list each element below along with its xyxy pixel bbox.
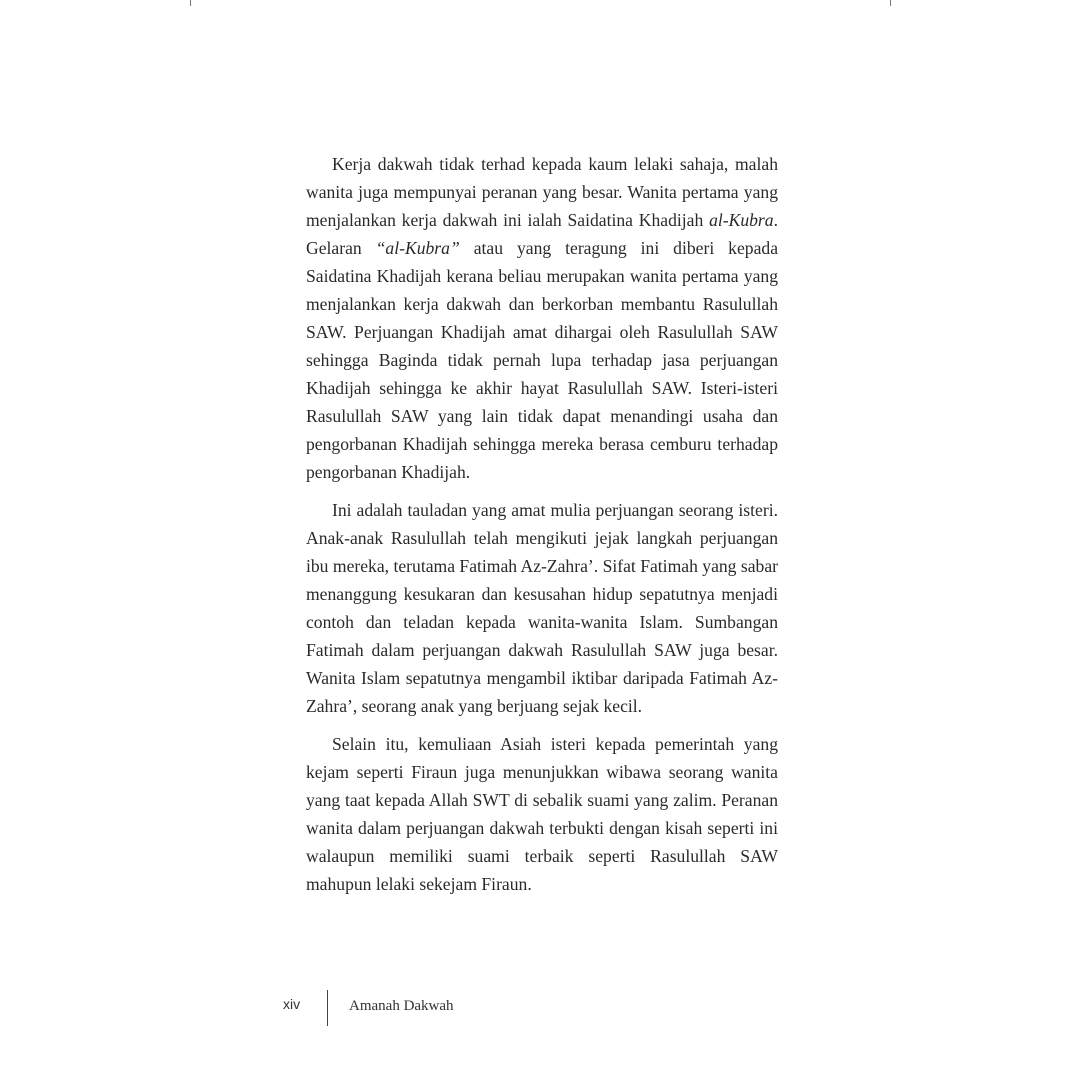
crop-mark-right (890, 0, 891, 6)
paragraph-2 (306, 496, 778, 720)
paragraph-3 (306, 730, 778, 898)
footer-divider (327, 990, 328, 1026)
page-footer (283, 990, 583, 1026)
paragraph-1-part-2: al-Kubra (709, 210, 774, 230)
paragraph-1-part-5: atau yang teragung ini diberi kepada Saidatina Khadijah kerana beliau merupakan wanita pertama yang menjalankan kerja dakwah dan berkorban membantu Rasulullah SAW. Perjuangan Khadijah amat dihargai oleh Rasulullah SAW sehingga Baginda tidak pernah lupa terhadap jasa perjuangan Khadijah sehingga ke akhir hayat Rasulullah SAW. Isteri-isteri Rasulullah SAW yang lain tidak dapat menandingi usaha dan pengorbanan Khadijah sehingga mereka berasa cemburu terhadap pengorbanan Khadijah. (306, 238, 778, 482)
paragraph-1 (306, 150, 778, 486)
page-number: xiv (283, 996, 301, 1012)
body-text (306, 150, 778, 908)
paragraph-1-part-1: Kerja dakwah tidak terhad kepada kaum lelaki sahaja, malah wanita juga mempunyai peranan yang besar. Wanita pertama yang menjalankan kerja dakwah ini ialah Saidatina Khadijah (306, 154, 778, 230)
paragraph-1-part-4: “al-Kubra” (375, 238, 460, 258)
crop-mark-left (190, 0, 191, 6)
paragraph-1-part-3: . Gelaran (306, 210, 778, 258)
paragraph-2-part-1: Ini adalah tauladan yang amat mulia perjuangan seorang isteri. Anak-anak Rasulullah telah mengikuti jejak langkah perjuangan ibu mereka, terutama Fatimah Az-Zahra’. Sifat Fatimah yang sabar menanggung kesukaran dan kesusahan hidup sepatutnya menjadi contoh dan teladan kepada wanita-wanita Islam. Sumbangan Fatimah dalam perjuangan dakwah Rasulullah SAW juga besar. Wanita Islam sepatutnya mengambil iktibar daripada Fatimah Az-Zahra’, seorang anak yang berjuang sejak kecil. (306, 500, 778, 716)
paragraph-3-part-1: Selain itu, kemuliaan Asiah isteri kepada pemerintah yang kejam seperti Firaun juga menunjukkan wibawa seorang wanita yang taat kepada Allah SWT di sebalik suami yang zalim. Peranan wanita dalam perjuangan dakwah terbukti dengan kisah seperti ini walaupun memiliki suami terbaik seperti Rasulullah SAW mahupun lelaki sekejam Firaun. (306, 734, 778, 894)
running-title: Amanah Dakwah (349, 998, 454, 1014)
